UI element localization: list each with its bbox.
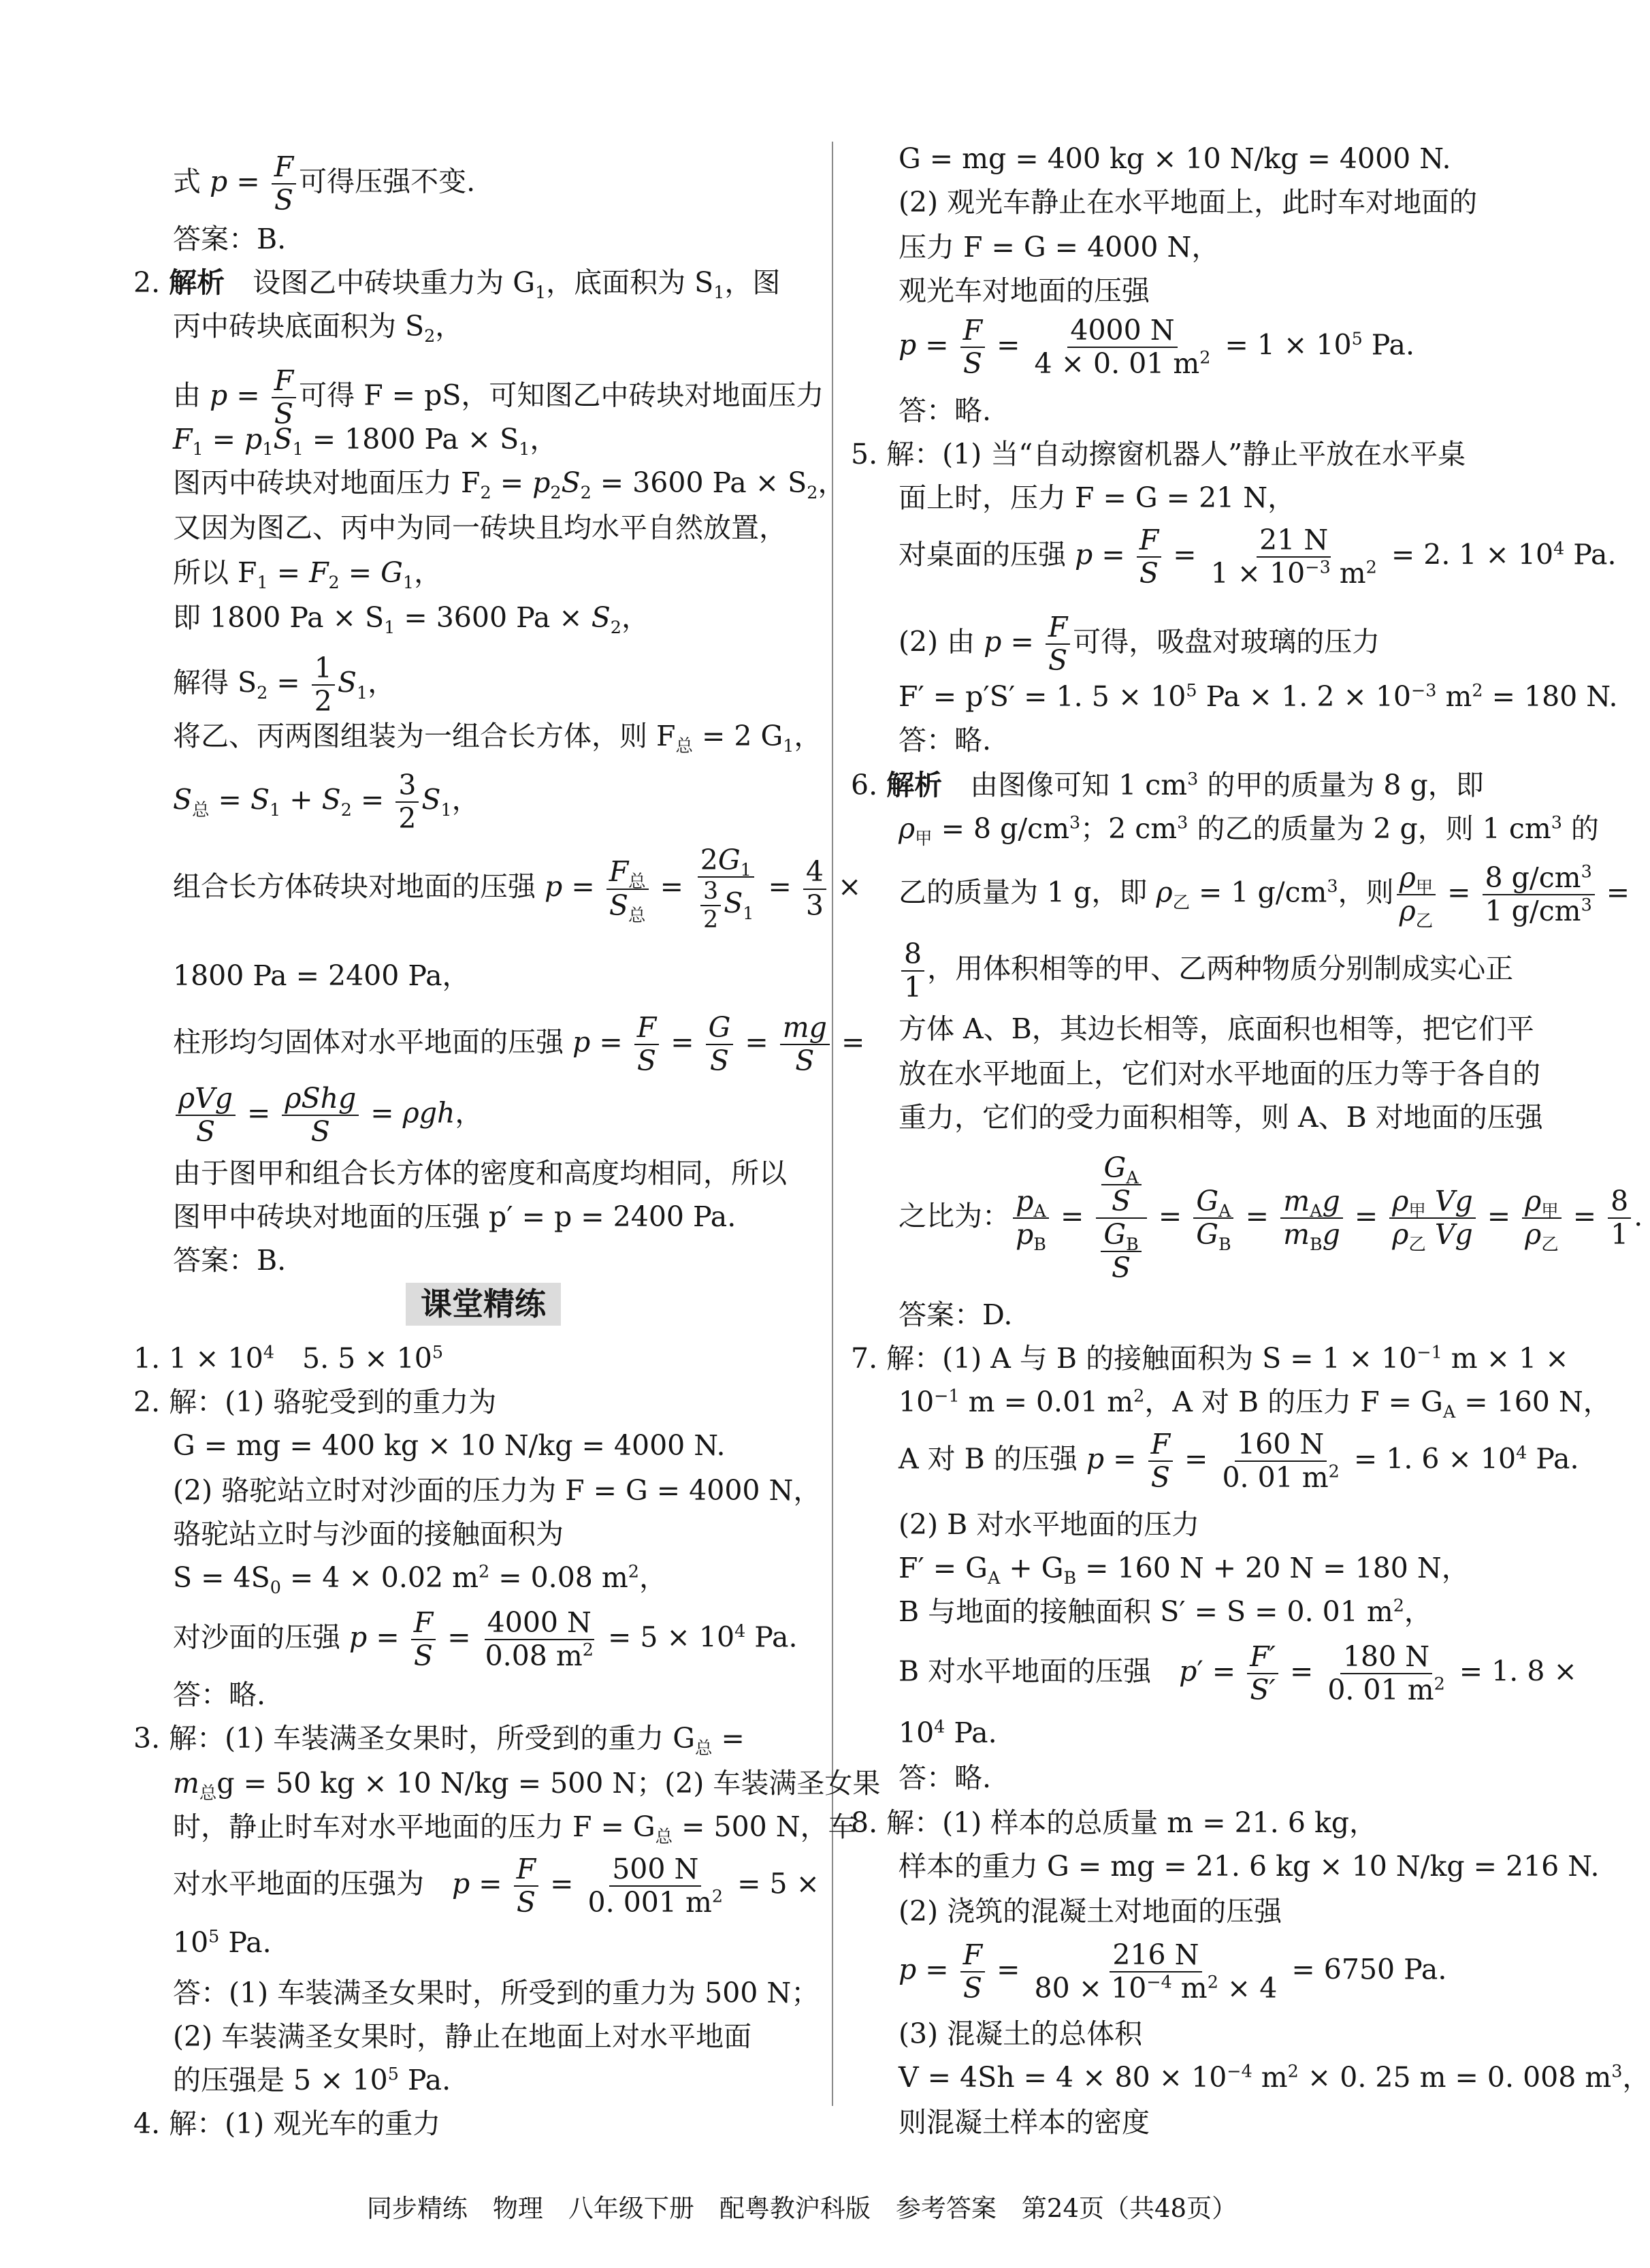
- problem-2: 2. 解：(1) 骆驼受到的重力为: [133, 1386, 497, 1418]
- text-line: $V = 4Sh = 4 \times 80 \times 10^{-4}$ $m^2 \times 0$. 25 m = 0. 008 $m^3$，: [899, 2060, 1650, 2094]
- answer-line: 答：略.: [899, 724, 992, 756]
- text-line: 由于图甲和组合长方体的密度和高度均相同，所以: [173, 1157, 787, 1189]
- text-line: 观光车对地面的压强: [899, 274, 1150, 307]
- text-line: $\rho_甲 = 8$ $g/cm^3$；2 $cm^3$ 的乙的质量为 2 g，则 1 $cm^3$ 的: [899, 812, 1599, 849]
- answer-line: 答案：B.: [173, 1244, 287, 1277]
- formula-line: 之比为： $\frac{p_A}{p_B}$ = $\frac{\frac{G_A}{S}}{\frac{G_B}{S}}$ = $\frac{G_A}{G_B}$ = $\frac{m_Ag}{m_Bg}$ = $\frac{\rho_甲 Vg}{\rho_乙 Vg}$ = $\frac{\rho_甲}{\rho_乙}$ = $\frac{8}{1}$ .: [899, 1151, 1643, 1285]
- text-line: 骆驼站立时与沙面的接触面积为: [173, 1518, 564, 1550]
- text-line: $F' = G_A + G_B = 160$ N + 20 N = 180 N，: [899, 1552, 1470, 1588]
- text-line: 即 1800 $Pa \times S_1 = 3600$ $Pa \times S_2$，: [173, 601, 649, 638]
- formula-line: 对桌面的压强 p = $\frac{F}{S}$ = $\frac{21 N}{1 \times 10^{-3} m^2}$ = 2. $1 \times 10^4$ Pa.: [899, 524, 1617, 590]
- answer-line: 答：略.: [173, 1678, 266, 1711]
- formula-line: 对沙面的压强 p = $\frac{F}{S}$ = $\frac{4000 N}{0.08 m^2}$ = $5 \times 10^4$ Pa.: [173, 1606, 798, 1673]
- text-line: 式 p = $\frac{F}{S}$ 可得压强不变.: [173, 150, 476, 217]
- formula-line: 柱形均匀固体对水平地面的压强 p = $\frac{F}{S}$ = $\frac{G}{S}$ = $\frac{mg}{S}$ =: [173, 1011, 865, 1078]
- text-line: 丙中砖块底面积为 $S_2$，: [173, 310, 464, 347]
- problem-1: 1. $1 \times 10^4$ 5. $5 \times 10^5$: [133, 1341, 443, 1375]
- text-line: 图丙中砖块对地面压力 $F_2 = p_2S_2 = 3600$ $Pa \times S_2$，: [173, 466, 846, 503]
- text-line: 所以 $F_1 = F_2 = G_1$，: [173, 556, 442, 593]
- answer-line: 答：略.: [899, 394, 992, 427]
- problem-2: 2. 解析 设图乙中砖块重力为 $G_1$，底面积为 $S_1$，图: [133, 266, 781, 303]
- problem-7: 7. 解：(1) A 与 B 的接触面积为 $S = 1 \times 10^{-1}$ m × 1 ×: [851, 1341, 1569, 1375]
- answer-line: 答案：B.: [173, 223, 287, 255]
- formula-line: (2) 由 p = $\frac{F}{S}$ 可得，吸盘对玻璃的压力: [899, 611, 1380, 677]
- text-line: 则混凝土样本的密度: [899, 2106, 1150, 2139]
- text-line: 压力 F = G = 4000 N，: [899, 231, 1220, 263]
- text-line: (2) 浇筑的混凝土对地面的压强: [899, 1895, 1282, 1928]
- text-line: 方体 A、B，其边长相等，底面积也相等，把它们平: [899, 1012, 1534, 1045]
- formula-line: $\frac{\text{ρVg}}{S}$ = $\frac{\text{ρShg}}{S}$ = ρgh，: [173, 1083, 483, 1148]
- formula-line: B 对水平地面的压强 p′ = $\frac{F'}{S'}$ = $\frac{180 N}{0. 01 m^2}$ = 1. 8 ×: [899, 1640, 1577, 1707]
- text-line: $10^{-1}$ m = 0.01 $m^2$，A 对 B 的压力 $F = G_A = 160$ N，: [899, 1385, 1611, 1422]
- text-line: (2) 观光车静止在水平地面上，此时车对地面的: [899, 186, 1478, 219]
- formula-line: 对水平地面的压强为 p = $\frac{F}{S}$ = $\frac{500 N}{0. 001 m^2}$ = 5 ×: [173, 1853, 820, 1919]
- text-line: 时，静止时车对水平地面的压力 $F = G_总 = 500$ N，车: [173, 1810, 856, 1847]
- text-line: $S = 4S_0 = 4 \times 0.02$ $m^2 = 0.08$ $m^2$，: [173, 1561, 667, 1598]
- text-line: (2) 骆驼站立时对沙面的压力为 F = G = 4000 N，: [173, 1474, 822, 1507]
- text-line: 面上时，压力 F = G = 21 N，: [899, 481, 1296, 514]
- formula-line: p = $\frac{F}{S}$ = $\frac{216 N}{80 \times 10^{-4} m^2 \times 4}$ = 6750 Pa.: [899, 1938, 1447, 2005]
- text-line: G = mg = 400 kg × 10 N/kg = 4000 N.: [173, 1429, 726, 1462]
- text-line: 将乙、丙两图组装为一组合长方体，则 $F_总 = 2$ $G_1$，: [173, 720, 822, 756]
- text-line: 解得 $S_2$ = $\frac{1}{2}$ $S_1$，: [173, 652, 396, 718]
- formula-line: p = $\frac{F}{S}$ = $\frac{4000 N}{4 \times 0. 01 m^2}$ = $1 \times 10^5$ Pa.: [899, 314, 1415, 381]
- problem-4: 4. 解：(1) 观光车的重力: [133, 2107, 441, 2140]
- formula-line: A 对 B 的压强 p = $\frac{F}{S}$ = $\frac{160 N}{0. 01 m^2}$ = 1. $6 \times 10^4$ Pa.: [899, 1428, 1579, 1495]
- text-line: (2) B 对水平地面的压力: [899, 1508, 1200, 1541]
- text-line: 样本的重力 G = mg = 21. 6 kg × 10 N/kg = 216 N.: [899, 1850, 1600, 1883]
- text-line: 1800 Pa = 2400 Pa，: [173, 959, 470, 992]
- problem-3: 3. 解：(1) 车装满圣女果时，所受到的重力 $G_总$ =: [133, 1722, 745, 1759]
- text-line: 由 p = $\frac{F}{S}$ 可得 F = pS，可知图乙中砖块对地面压力: [173, 364, 824, 431]
- text-line: (2) 车装满圣女果时，静止在地面上对水平地面: [173, 2020, 752, 2053]
- text-line: 重力，它们的受力面积相等，则 A、B 对地面的压强: [899, 1101, 1543, 1134]
- page-footer: 同步精练 物理 八年级下册 配粤教沪科版 参考答案 第24页（共48页）: [366, 2194, 1238, 2223]
- text-line: $10^5$ Pa.: [173, 1926, 272, 1959]
- section-title: 课堂精练: [406, 1283, 561, 1326]
- text-line: B 与地面的接触面积 S′ = S = 0. 01 $m^2$，: [899, 1595, 1432, 1628]
- formula-line: 组合长方体砖块对地面的压强 p = $\frac{F_总}{S_总}$ = $2G_1$ $\frac{3}{2}$ $S_1$ = $\frac{4}{3}$ ×: [173, 844, 862, 934]
- formula-line: $\frac{8}{1}$ ，用体积相等的甲、乙两种物质分别制成实心正: [899, 938, 1513, 1004]
- problem-5: 5. 解：(1) 当“自动擦窗机器人”静止平放在水平桌: [851, 438, 1466, 470]
- text-line: 图甲中砖块对地面的压强 p′ = p = 2400 Pa.: [173, 1200, 737, 1233]
- text-line: 答：(1) 车装满圣女果时，所受到的重力为 500 N；: [173, 1977, 820, 2009]
- problem-8: 8. 解：(1) 样本的总质量 m = 21. 6 kg，: [851, 1806, 1378, 1839]
- text-line: $S_总 = S_1 + S_2$ = $\frac{3}{2}$ $S_1$，: [173, 769, 480, 835]
- answer-line: 答案：D.: [899, 1298, 1013, 1331]
- text-line: 的压强是 $5 \times 10^5$ Pa.: [173, 2063, 451, 2096]
- text-line: 又因为图乙、丙中为同一砖块且均水平自然放置，: [173, 511, 787, 544]
- text-line: G = mg = 400 kg × 10 N/kg = 4000 N.: [899, 142, 1451, 175]
- answer-line: 答：略.: [899, 1761, 992, 1794]
- problem-6: 6. 解析 由图像可知 1 $cm^3$ 的甲的质量为 8 g，即: [851, 768, 1484, 801]
- text-line: $m_总g = 50$ kg × 10 N/kg = 500 N；(2) 车装满圣女果: [173, 1767, 881, 1804]
- text-line: $F_1 = p_1S_1 = 1800$ $Pa \times S_1$，: [173, 423, 558, 460]
- text-line: $10^4$ Pa.: [899, 1716, 997, 1749]
- text-line: F′ = p′S′ = 1. $5 \times 10^5$ Pa × 1. $2 \times 10^{-3}$ $m^2 = 180$ N.: [899, 680, 1618, 713]
- formula-line: 乙的质量为 1 g，即 $\rho_乙 = 1$ $g/cm^3$，则 $\frac{\rho_甲}{\rho_乙}$ = $\frac{8 g/cm^3}{1 g/cm^3}$ =: [899, 861, 1630, 931]
- text-line: 放在水平地面上，它们对水平地面的压力等于各自的: [899, 1057, 1540, 1090]
- text-line: (3) 混凝土的总体积: [899, 2017, 1143, 2050]
